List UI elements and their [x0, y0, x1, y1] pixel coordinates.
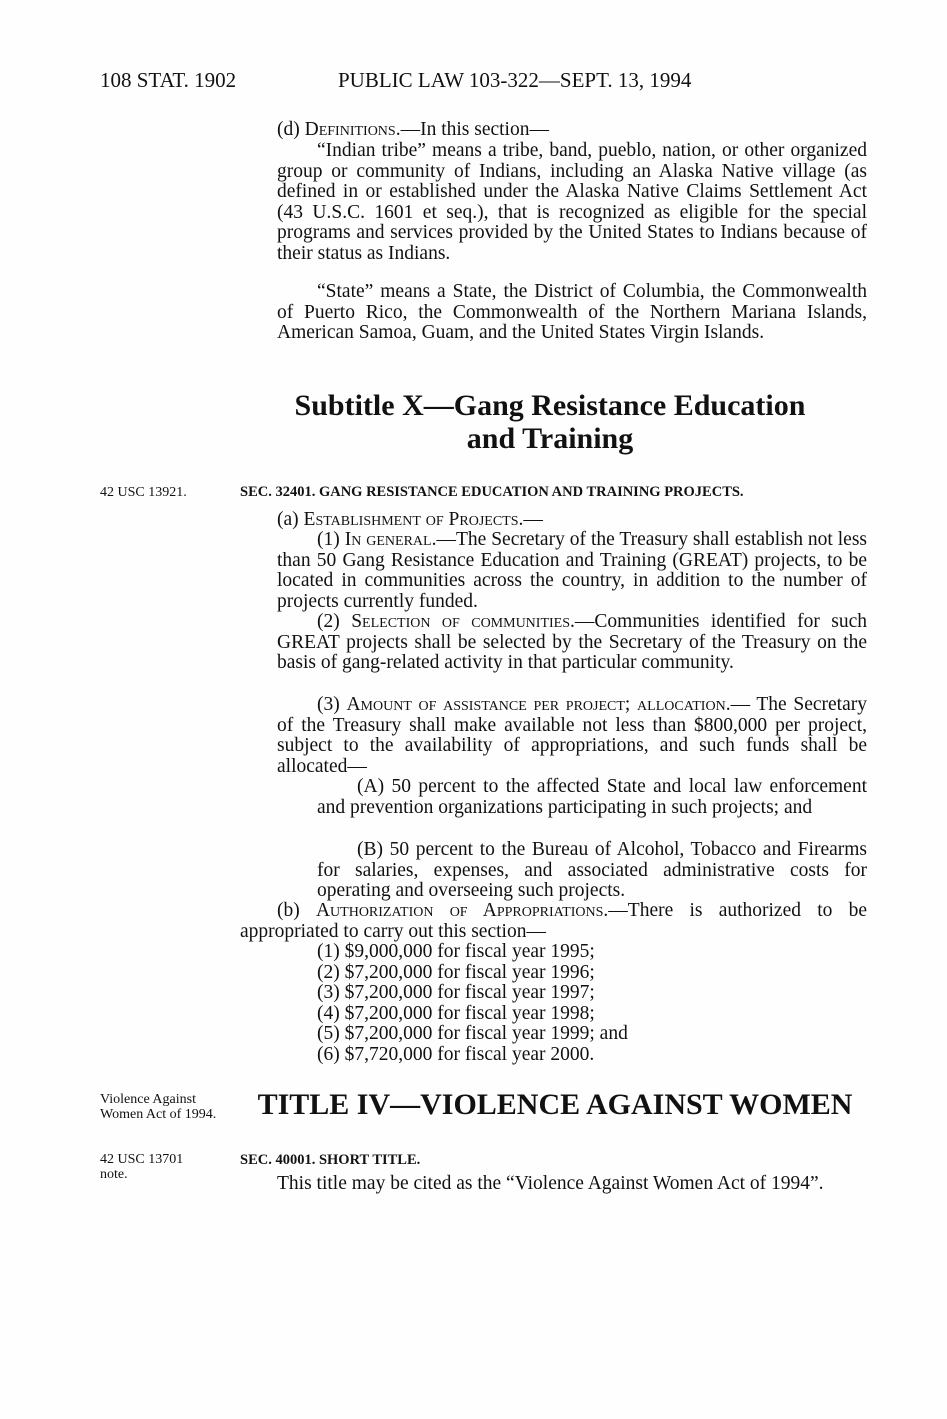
subparagraph-a: (A) 50 percent to the affected State and local law enforcement and prevention organizations participating in such projects; and — [317, 776, 867, 818]
page-ref: 108 STAT. 1902 — [100, 68, 237, 92]
subsection-a-heading: (a) Establishment of Projects.— — [277, 509, 543, 530]
sec-40001-heading: SEC. 40001. SHORT TITLE. — [240, 1152, 421, 1168]
list-item: (1) $9,000,000 for fiscal year 1995; — [317, 941, 595, 962]
margin-note-13921: 42 USC 13921. — [100, 485, 187, 500]
list-item: (6) $7,720,000 for fiscal year 2000. — [317, 1043, 595, 1065]
subtitle-x-heading: Subtitle X—Gang Resistance Education and Training — [294, 389, 806, 455]
paragraph-1: (1) In general.—The Secretary of the Treasury shall establish not less than 50 Gang Resistance Education and Training (GREAT) projects, to be located in communities across the country, in addition to the number of projects currently funded. — [277, 529, 868, 612]
list-item: (3) $7,200,000 for fiscal year 1997; — [317, 982, 595, 1004]
margin-note-13701: 42 USC 13701 note. — [100, 1152, 184, 1182]
list-item: (2) $7,200,000 for fiscal year 1996; — [317, 961, 595, 983]
definition-state: “State” means a State, the District of Columbia, the Commonwealth of Puerto Rico, the Commonwealth of the Northern Mariana Islands, American Samoa, Guam, and the United States Virgin Islands. — [277, 281, 867, 344]
law-ref: PUBLIC LAW 103-322—SEPT. 13, 1994 — [338, 68, 692, 92]
paragraph-3: (3) Amount of assistance per project; allocation.— The Secretary of the Treasury shall make available not less than $800,000 per project, subject to the availability of appropriations, and such funds shall be allocated— — [277, 694, 868, 777]
short-title-text: This title may be cited as the “Violence Against Women Act of 1994”. — [277, 1173, 824, 1194]
title-iv-heading: TITLE IV—VIOLENCE AGAINST WOMEN — [257, 1088, 853, 1121]
paragraph-2: (2) Selection of communities.—Communities identified for such GREAT projects shall be selected by the Secretary of the Treasury on the basis of gang-related activity in that particular community. — [277, 611, 867, 674]
margin-note-vawa: Violence Against Women Act of 1994. — [100, 1092, 217, 1122]
definitions-heading: (d) Definitions.—In this section— — [277, 119, 549, 140]
list-item: (4) $7,200,000 for fiscal year 1998; — [317, 1002, 595, 1024]
appropriations-list — [317, 942, 628, 1066]
subsection-b: (b) Authorization of Appropriations.—There is authorized to be appropriated to carry out this section— — [240, 900, 867, 942]
list-item: (5) $7,200,000 for fiscal year 1999; and — [317, 1023, 628, 1045]
sec-32401-heading: SEC. 32401. GANG RESISTANCE EDUCATION AND TRAINING PROJECTS. — [240, 484, 744, 500]
definition-indian-tribe: “Indian tribe” means a tribe, band, pueblo, nation, or other organized group or community of Indians, including an Alaska Native village (as defined in or established under the Alaska Native Claims Settlement Act (43 U.S.C. 1601 et seq.), that is recognized as eligible for the special programs and services provided by the United States to Indians because of their status as Indians. — [277, 140, 867, 264]
subparagraph-b: (B) 50 percent to the Bureau of Alcohol, Tobacco and Firearms for salaries, expenses, and associated administrative costs for operating and overseeing such projects. — [317, 839, 867, 902]
